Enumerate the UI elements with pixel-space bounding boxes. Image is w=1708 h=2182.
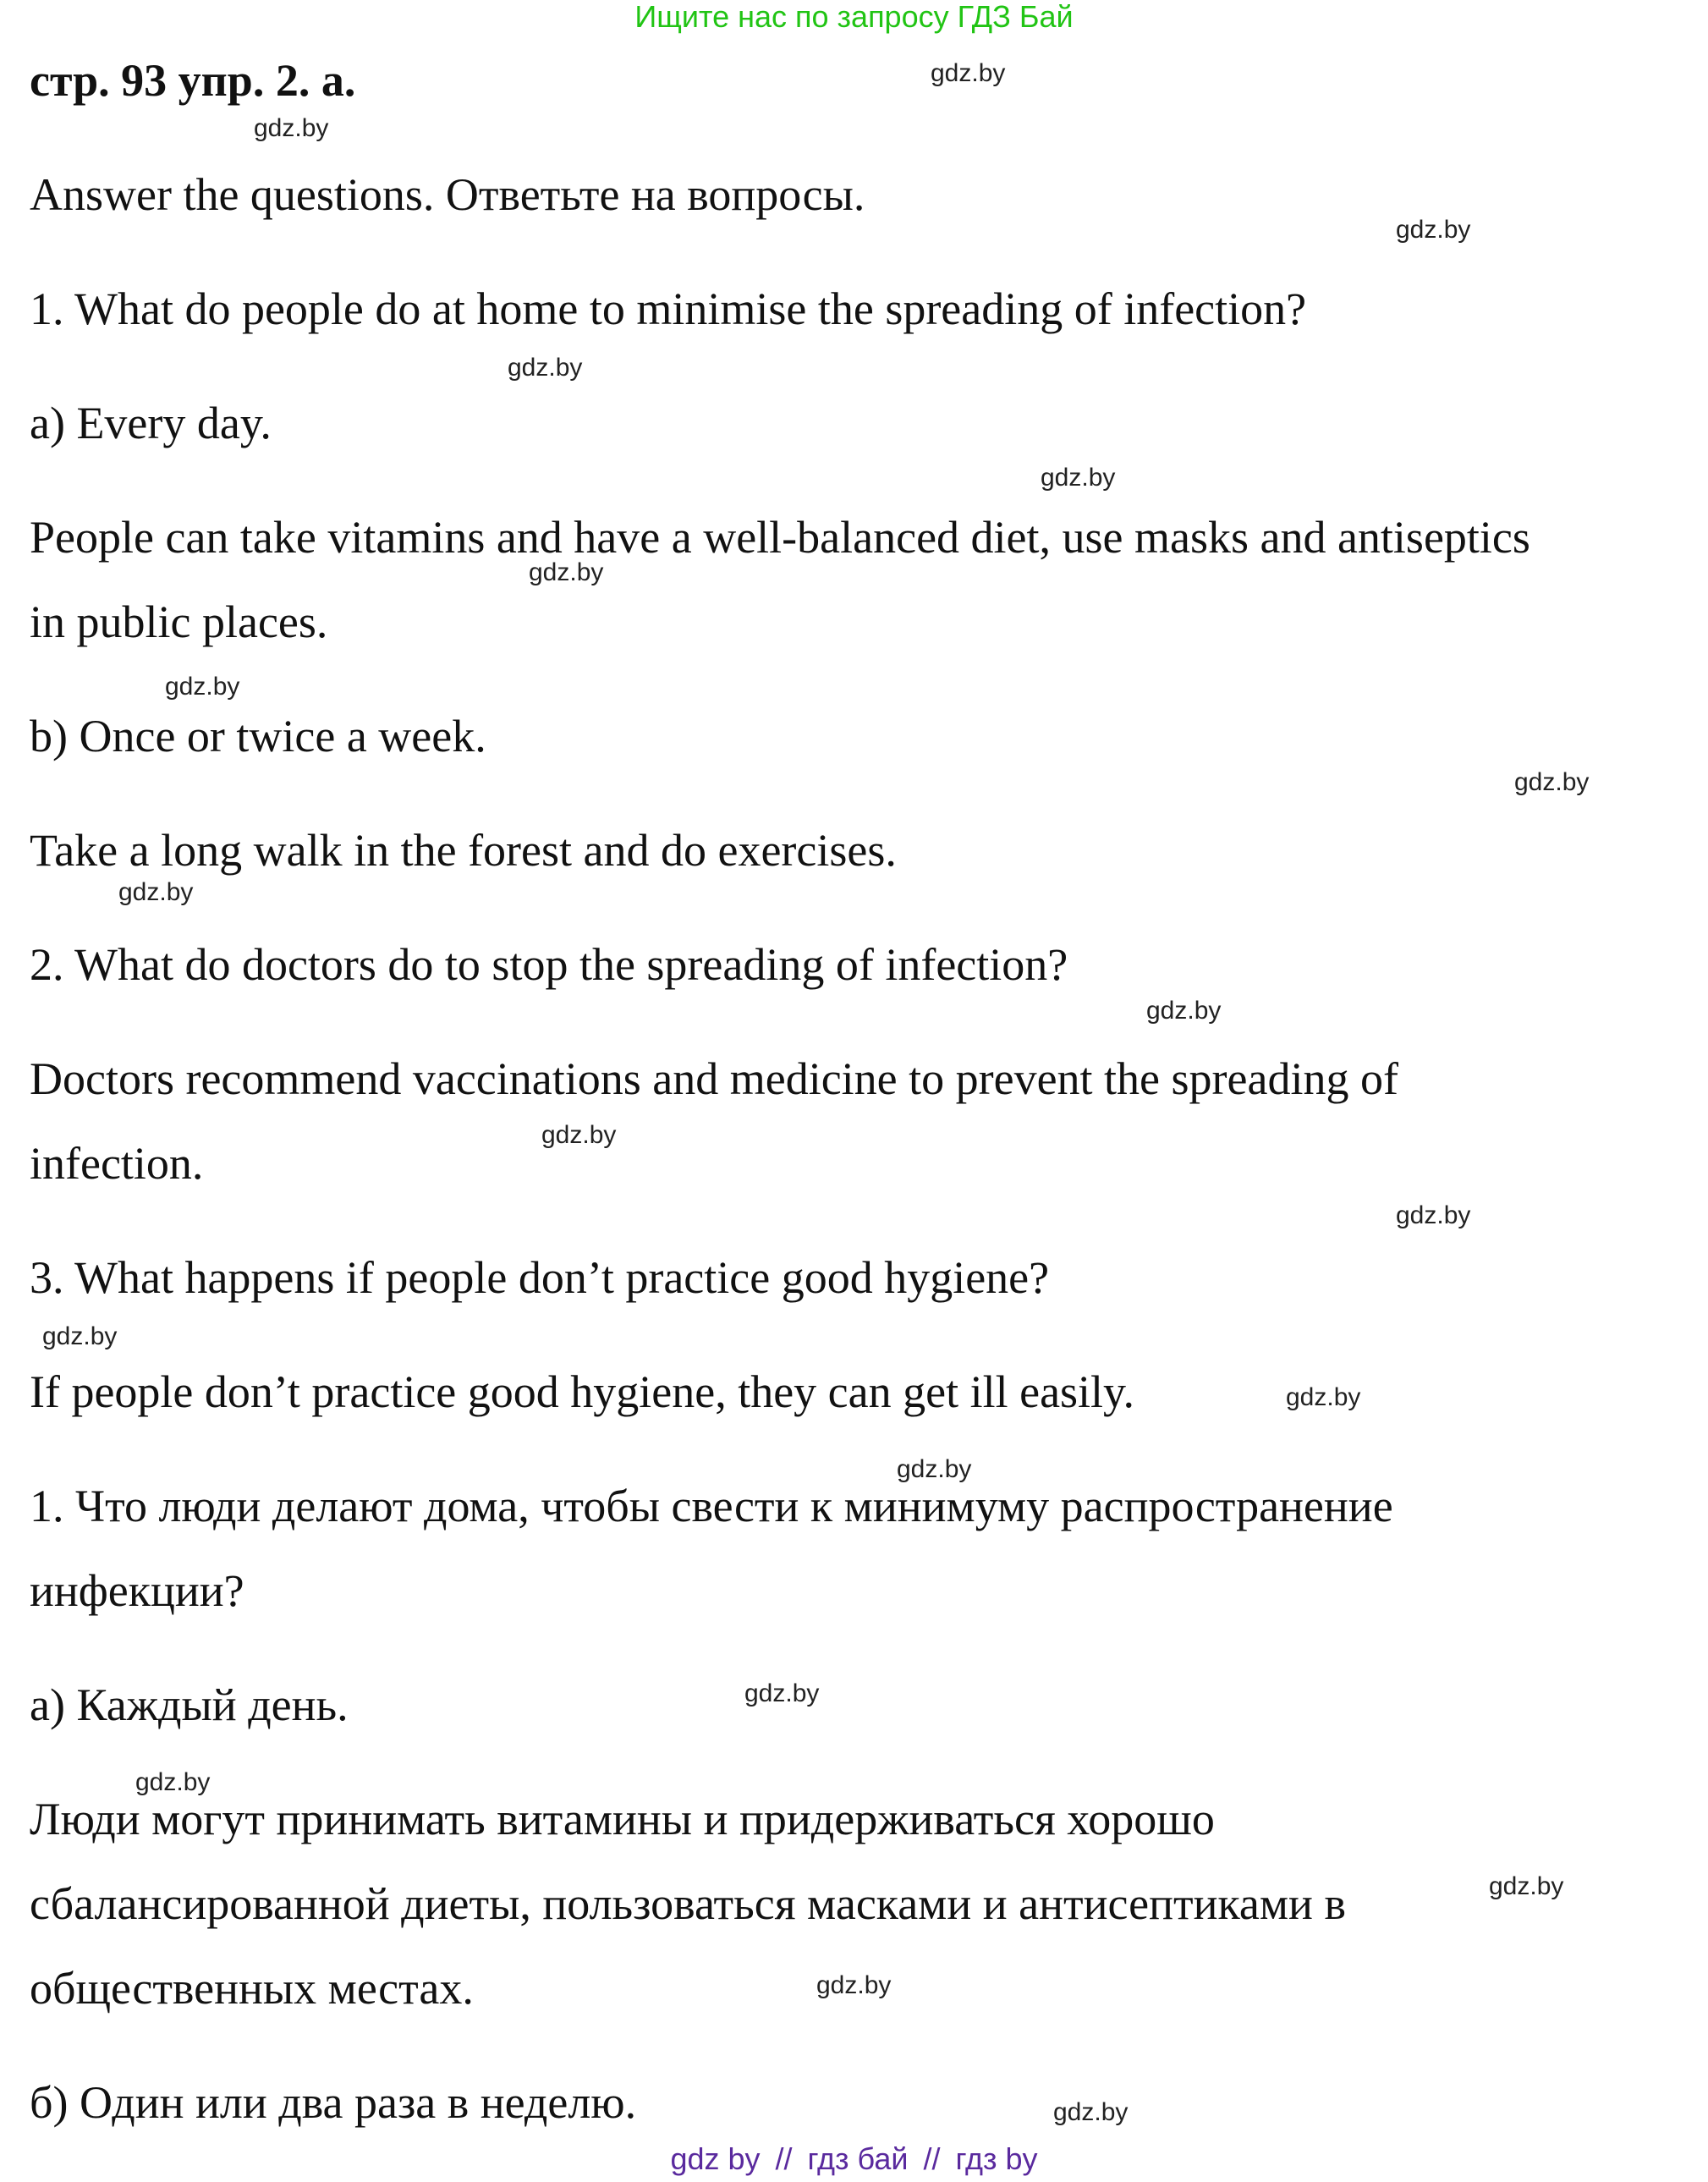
watermark: gdz.by xyxy=(254,114,329,142)
top-banner[interactable]: Ищите нас по запросу ГДЗ Бай xyxy=(634,0,1074,34)
watermark: gdz.by xyxy=(1396,216,1471,244)
ru-question-1-line1: 1. Что люди делают дома, чтобы свести к минимуму распространение xyxy=(30,1481,1393,1531)
watermark: gdz.by xyxy=(744,1679,820,1707)
question-1a: a) Every day. xyxy=(30,398,272,448)
answer-1a-line1: People can take vitamins and have a well-balanced diet, use masks and antiseptics xyxy=(30,512,1530,563)
ru-answer-1a-line3: общественных местах. xyxy=(30,1963,474,2014)
answer-2-line1: Doctors recommend vaccinations and medicine to prevent the spreading of xyxy=(30,1053,1398,1104)
watermark: gdz.by xyxy=(135,1768,211,1796)
watermark: gdz.by xyxy=(1041,464,1116,492)
watermark: gdz.by xyxy=(1489,1872,1564,1900)
watermark: gdz.by xyxy=(1396,1201,1471,1229)
watermark: gdz.by xyxy=(816,1971,892,1999)
watermark: gdz.by xyxy=(165,673,240,701)
question-1b: b) Once or twice a week. xyxy=(30,711,486,761)
footer-link-gdz-bai[interactable]: гдз бай xyxy=(807,2141,909,2176)
answer-1a-line2: in public places. xyxy=(30,596,328,647)
watermark: gdz.by xyxy=(42,1322,118,1350)
watermark: gdz.by xyxy=(1514,768,1590,796)
watermark: gdz.by xyxy=(897,1455,972,1483)
footer-separator: // xyxy=(923,2141,941,2176)
watermark: gdz.by xyxy=(931,59,1006,87)
watermark: gdz.by xyxy=(1053,2098,1129,2126)
watermark: gdz.by xyxy=(1146,997,1222,1025)
question-3: 3. What happens if people don’t practice good hygiene? xyxy=(30,1252,1050,1303)
watermark: gdz.by xyxy=(118,878,194,906)
footer-links xyxy=(0,2141,1708,2178)
question-2: 2. What do doctors do to stop the spreading of infection? xyxy=(30,939,1068,990)
question-1: 1. What do people do at home to minimise the spreading of infection? xyxy=(30,283,1307,334)
ru-answer-1a-line1: Люди могут принимать витамины и придерживаться хорошо xyxy=(30,1794,1215,1844)
footer-link-gdz-by[interactable]: gdz by xyxy=(670,2141,761,2176)
answer-3: If people don’t practice good hygiene, they can get ill easily. xyxy=(30,1366,1135,1417)
page-heading: стр. 93 упр. 2. а. xyxy=(30,55,356,106)
answer-1b: Take a long walk in the forest and do exercises. xyxy=(30,825,897,876)
footer-link-gdz-by-ru[interactable]: гдз by xyxy=(955,2141,1038,2176)
instruction: Answer the questions. Ответьте на вопросы. xyxy=(30,169,865,220)
ru-question-1-line2: инфекции? xyxy=(30,1565,244,1616)
ru-answer-1a-line2: сбалансированной диеты, пользоваться масками и антисептиками в xyxy=(30,1878,1346,1929)
ru-question-1a: а) Каждый день. xyxy=(30,1679,349,1730)
watermark: gdz.by xyxy=(541,1121,617,1149)
answer-2-line2: infection. xyxy=(30,1138,204,1189)
footer-separator: // xyxy=(775,2141,793,2176)
ru-question-1b: б) Один или два раза в неделю. xyxy=(30,2077,637,2128)
watermark: gdz.by xyxy=(529,558,604,586)
watermark: gdz.by xyxy=(508,354,583,382)
watermark: gdz.by xyxy=(1286,1383,1361,1411)
